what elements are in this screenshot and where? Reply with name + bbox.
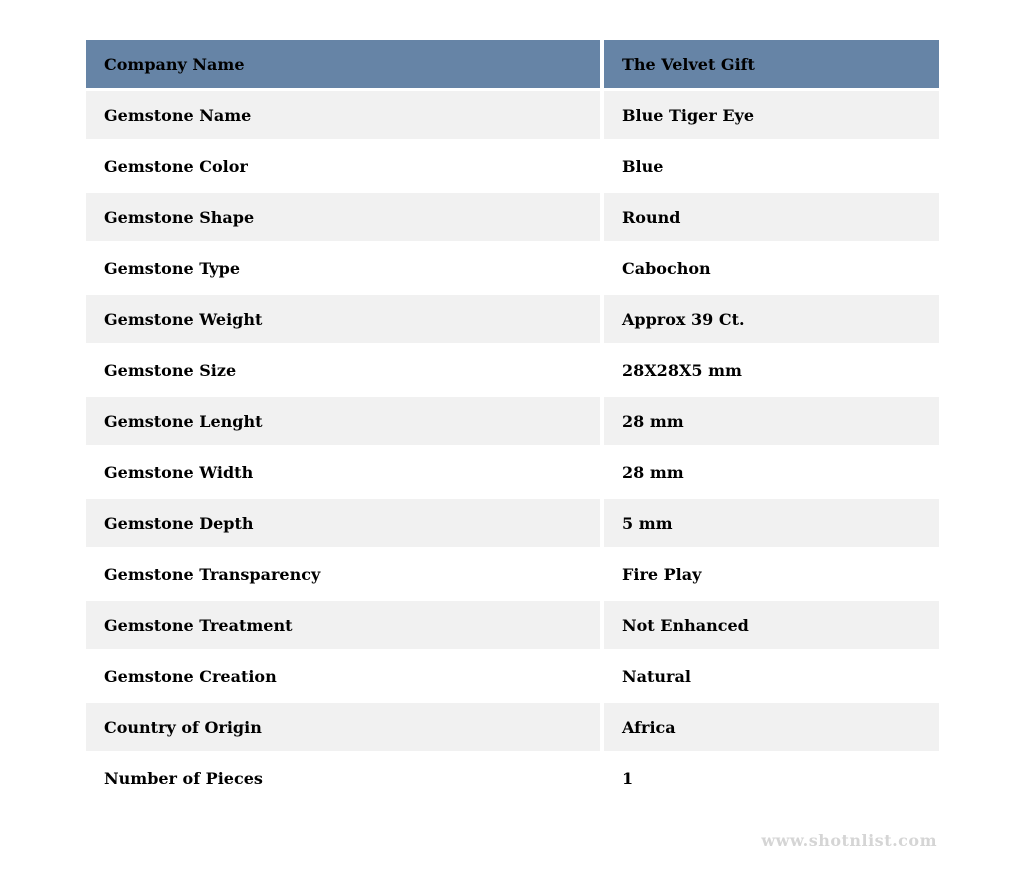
row-value: Round (602, 192, 939, 243)
row-value: 28 mm (602, 396, 939, 447)
row-label: Gemstone Size (86, 345, 602, 396)
gemstone-spec-table (86, 40, 939, 802)
row-value: Approx 39 Ct. (602, 294, 939, 345)
watermark-text: www.shotnlist.com (761, 831, 937, 850)
table-row (86, 192, 939, 243)
row-label: Gemstone Color (86, 141, 602, 192)
row-value: Blue Tiger Eye (602, 90, 939, 141)
row-label: Gemstone Width (86, 447, 602, 498)
table-row (86, 549, 939, 600)
row-label: Gemstone Lenght (86, 396, 602, 447)
header-value: The Velvet Gift (602, 40, 939, 90)
row-value: 5 mm (602, 498, 939, 549)
table-row (86, 90, 939, 141)
table-row (86, 600, 939, 651)
row-label: Gemstone Weight (86, 294, 602, 345)
header-label: Company Name (86, 40, 602, 90)
row-label: Gemstone Transparency (86, 549, 602, 600)
row-value: 1 (622, 768, 634, 788)
row-value: 28X28X5 mm (602, 345, 939, 396)
row-label: Gemstone Creation (86, 651, 602, 702)
row-value: 28 mm (602, 447, 939, 498)
table-row (86, 447, 939, 498)
row-value: Not Enhanced (602, 600, 939, 651)
row-value: Blue (602, 141, 939, 192)
row-value: Cabochon (602, 243, 939, 294)
row-label: Gemstone Depth (86, 498, 602, 549)
row-label: Gemstone Treatment (86, 600, 602, 651)
table-body (86, 90, 939, 803)
row-label: Gemstone Name (86, 90, 602, 141)
table-row (86, 396, 939, 447)
row-value: Africa (602, 702, 939, 753)
table-header-row (86, 40, 939, 90)
table-row (86, 345, 939, 396)
row-label: Gemstone Type (86, 243, 602, 294)
table-row (86, 498, 939, 549)
row-label: Country of Origin (86, 702, 602, 753)
table-row (86, 141, 939, 192)
row-label: Gemstone Shape (86, 192, 602, 243)
row-value: Fire Play (602, 549, 939, 600)
table-row (86, 753, 939, 803)
row-value: Natural (602, 651, 939, 702)
table-row (86, 651, 939, 702)
table-row (86, 243, 939, 294)
table-row (86, 294, 939, 345)
row-label: Number of Pieces (86, 753, 602, 803)
table-row (86, 702, 939, 753)
